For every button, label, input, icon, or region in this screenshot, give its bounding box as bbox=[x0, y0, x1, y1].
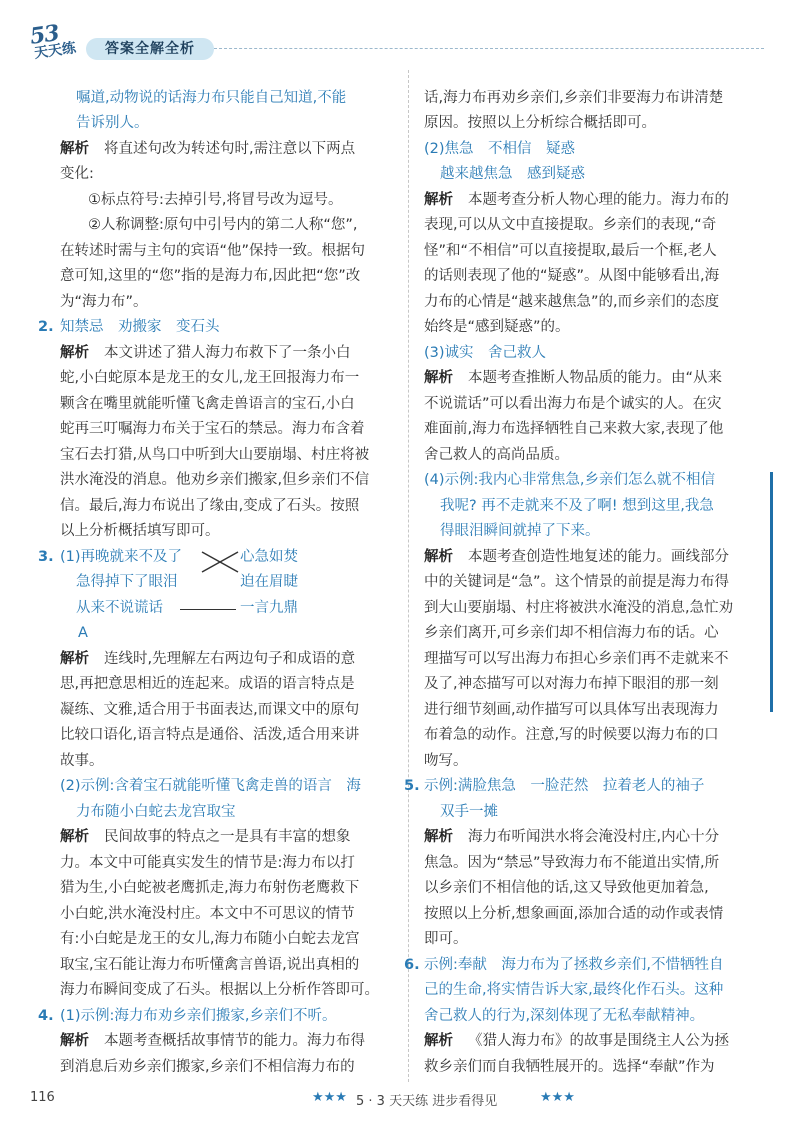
match-left-1: (1)再晚就来不及了 bbox=[60, 549, 183, 565]
text-line: 意可知,这里的“您”指的是海力布,因此把“您”改 bbox=[60, 268, 361, 284]
answer-text: 知禁忌 劝搬家 变石头 bbox=[60, 319, 220, 335]
question-number: 2. bbox=[38, 319, 54, 335]
match-right-3: 一言九鼎 bbox=[240, 600, 298, 616]
text-line: 本题考查创造性地复述的能力。画线部分 bbox=[468, 549, 729, 565]
text-line: 乡亲们离开,可乡亲们却不相信海力布的话。心 bbox=[424, 625, 719, 641]
text-line: 故事。 bbox=[60, 753, 104, 769]
text-line: 力布的心情是“越来越焦急”的,而乡亲们的态度 bbox=[424, 294, 720, 310]
answer-text: 越来越焦急 感到疑惑 bbox=[440, 166, 585, 182]
text-line: 救乡亲们而自我牺牲展开的。选择“奉献”作为 bbox=[424, 1059, 715, 1075]
text-line: 宝石去打猎,从鸟口中听到大山要崩塌、村庄将被 bbox=[60, 447, 370, 463]
text-line: 以乡亲们不相信他的话,这又导致他更加着急, bbox=[424, 880, 709, 896]
text-line: 《猎人海力布》的故事是围绕主人公为拯 bbox=[468, 1033, 729, 1049]
text-line: 凝练、文雅,适合用于书面表达,而课文中的原句 bbox=[60, 702, 360, 718]
answer-text: 我呢? 再不走就来不及了啊! 想到这里,我急 bbox=[440, 498, 714, 514]
text-line: 表现,可以从文中直接提取。乡亲们的表现,“奇 bbox=[424, 217, 717, 233]
text-line: 民间故事的特点之一是具有丰富的想象 bbox=[104, 829, 351, 845]
analysis-label: 解析 bbox=[60, 1033, 89, 1049]
analysis-label: 解析 bbox=[424, 192, 453, 208]
text-line: 蛇再三叮嘱海力布关于宝石的禁忌。海力布含着 bbox=[60, 421, 365, 437]
text-line: 信。最后,海力布说出了缘由,变成了石头。按照 bbox=[60, 498, 360, 514]
analysis-label: 解析 bbox=[60, 829, 89, 845]
match-left-2: 急得掉下了眼泪 bbox=[76, 574, 178, 590]
page-number: 116 bbox=[30, 1090, 55, 1105]
text-line: 本文讲述了猎人海力布救下了一条小白 bbox=[104, 345, 351, 361]
text-line: 变化: bbox=[60, 166, 94, 182]
answer-text: 双手一摊 bbox=[440, 804, 498, 820]
text-line: 本题考查分析人物心理的能力。海力布的 bbox=[468, 192, 729, 208]
column-divider bbox=[408, 70, 409, 1082]
text-line: 布着急的动作。注意,写的时候要以海力布的口 bbox=[424, 727, 719, 743]
answer-analysis-badge: 答案全解全析 bbox=[86, 38, 214, 60]
question-number: 5. bbox=[404, 778, 420, 794]
question-number: 4. bbox=[38, 1008, 54, 1024]
text-line: 焦急。因为“禁忌”导致海力布不能道出实情,所 bbox=[424, 855, 720, 871]
text-line: 难面前,海力布选择牺牲自己来救大家,表现了他 bbox=[424, 421, 724, 437]
answer-text: (2)焦急 不相信 疑惑 bbox=[424, 141, 576, 157]
match-connector bbox=[180, 609, 236, 610]
text-line: 本题考查概括故事情节的能力。海力布得 bbox=[104, 1033, 365, 1049]
text-line: 连线时,先理解左右两边句子和成语的意 bbox=[104, 651, 356, 667]
answer-text: 舍己救人的行为,深刻体现了无私奉献精神。 bbox=[424, 1008, 705, 1024]
text-line: 到消息后劝乡亲们搬家,乡亲们不相信海力布的 bbox=[60, 1059, 355, 1075]
question-number: 3. bbox=[38, 549, 54, 565]
answer-text: (4)示例:我内心非常焦急,乡亲们怎么就不相信 bbox=[424, 472, 716, 488]
analysis-label: 解析 bbox=[424, 549, 453, 565]
header-divider bbox=[214, 48, 764, 49]
answer-text: 己的生命,将实情告诉大家,最终化作石头。这种 bbox=[424, 982, 724, 998]
analysis-label: 解析 bbox=[60, 141, 89, 157]
text-line: 蛇,小白蛇原本是龙王的女儿,龙王回报海力布一 bbox=[60, 370, 360, 386]
text-line: 不说谎话”可以看出海力布是个诚实的人。在灾 bbox=[424, 396, 722, 412]
answer-text: (1)示例:海力布劝乡亲们搬家,乡亲们不听。 bbox=[60, 1008, 337, 1024]
text-line: ①标点符号:去掉引号,将冒号改为逗号。 bbox=[88, 192, 343, 208]
analysis-label: 解析 bbox=[424, 370, 453, 386]
match-right-2: 迫在眉睫 bbox=[240, 574, 298, 590]
text-line: 即可。 bbox=[424, 931, 468, 947]
text-line: 小白蛇,洪水淹没村庄。本文中不可思议的情节 bbox=[60, 906, 355, 922]
text-line: 到大山要崩塌、村庄将被洪水淹没的消息,急忙劝 bbox=[424, 600, 734, 616]
text-line: 进行细节刻画,动作描写可以具体写出表现海力 bbox=[424, 702, 719, 718]
text-line: 理描写可以写出海力布担心乡亲们再不走就来不 bbox=[424, 651, 729, 667]
match-cross-lines bbox=[200, 546, 240, 576]
text-line: 海力布听闻洪水将会淹没村庄,内心十分 bbox=[468, 829, 720, 845]
footer-slogan: 5 · 3 天天练 进步看得见 bbox=[356, 1094, 498, 1109]
text-line: 原因。按照以上分析综合概括即可。 bbox=[424, 115, 656, 131]
footer-stars-left: ★★★ bbox=[312, 1090, 347, 1105]
text-line: 颗含在嘴里就能听懂飞禽走兽语言的宝石,小白 bbox=[60, 396, 355, 412]
text-line: 告诉别人。 bbox=[76, 115, 149, 131]
analysis-label: 解析 bbox=[60, 345, 89, 361]
answer-text: 示例:满脸焦急 一脸茫然 拉着老人的袖子 bbox=[424, 778, 705, 794]
analysis-label: 解析 bbox=[60, 651, 89, 667]
answer-text: 示例:奉献 海力布为了拯救乡亲们,不惜牺牲自 bbox=[424, 957, 724, 973]
text-line: 按照以上分析,想象画面,添加合适的动作或表情 bbox=[424, 906, 724, 922]
text-line: 思,再把意思相近的连起来。成语的语言特点是 bbox=[60, 676, 355, 692]
match-right-1: 心急如焚 bbox=[240, 549, 298, 565]
answer-text: 得眼泪瞬间就掉了下来。 bbox=[440, 523, 600, 539]
text-line: 话,海力布再劝乡亲们,乡亲们非要海力布讲清楚 bbox=[424, 90, 724, 106]
question-number: 6. bbox=[404, 957, 420, 973]
answer-text: (3)诚实 舍己救人 bbox=[424, 345, 547, 361]
analysis-label: 解析 bbox=[424, 1033, 453, 1049]
analysis-label: 解析 bbox=[424, 829, 453, 845]
text-line: 海力布瞬间变成了石头。根据以上分析作答即可。 bbox=[60, 982, 379, 998]
text-line: 以上分析概括填写即可。 bbox=[60, 523, 220, 539]
text-line: 的话则表现了他的“疑惑”。从图中能够看出,海 bbox=[424, 268, 720, 284]
text-line: 取宝,宝石能让海力布听懂禽言兽语,说出真相的 bbox=[60, 957, 360, 973]
text-line: ②人称调整:原句中引号内的第二人称“您”, bbox=[88, 217, 358, 233]
answer-text: (2)示例:含着宝石就能听懂飞禽走兽的语言 海 bbox=[60, 778, 361, 794]
text-line: 比较口语化,语言特点是通俗、活泼,适合用来讲 bbox=[60, 727, 360, 743]
text-line: 在转述时需与主句的宾语“他”保持一致。根据句 bbox=[60, 243, 366, 259]
text-line: 中的关键词是“急”。这个情景的前提是海力布得 bbox=[424, 574, 730, 590]
text-line: 始终是“感到疑惑”的。 bbox=[424, 319, 570, 335]
text-line: 嘱道,动物说的话海力布只能自己知道,不能 bbox=[76, 90, 347, 106]
logo-subtitle: 天天练 bbox=[33, 40, 78, 62]
logo: 53 bbox=[28, 20, 61, 50]
margin-bar bbox=[770, 472, 773, 712]
answer-text: A bbox=[78, 625, 88, 641]
text-line: 将直述句改为转述句时,需注意以下两点 bbox=[104, 141, 356, 157]
text-line: 本题考查推断人物品质的能力。由“从来 bbox=[468, 370, 723, 386]
text-line: 及了,神态描写可以对海力布掉下眼泪的那一刻 bbox=[424, 676, 719, 692]
text-line: 猎为生,小白蛇被老鹰抓走,海力布射伤老鹰救下 bbox=[60, 880, 360, 896]
text-line: 为“海力布”。 bbox=[60, 294, 148, 310]
match-left-3: 从来不说谎话 bbox=[76, 600, 163, 616]
text-line: 怪”和“不相信”可以直接提取,最后一个框,老人 bbox=[424, 243, 717, 259]
text-line: 洪水淹没的消息。他劝乡亲们搬家,但乡亲们不信 bbox=[60, 472, 370, 488]
answer-text: 力布随小白蛇去龙宫取宝 bbox=[76, 804, 236, 820]
text-line: 舍己救人的高尚品质。 bbox=[424, 447, 569, 463]
text-line: 力。本文中可能真实发生的情节是:海力布以打 bbox=[60, 855, 355, 871]
footer-stars-right: ★★★ bbox=[540, 1090, 575, 1105]
text-line: 吻写。 bbox=[424, 753, 468, 769]
text-line: 有:小白蛇是龙王的女儿,海力布随小白蛇去龙宫 bbox=[60, 931, 360, 947]
